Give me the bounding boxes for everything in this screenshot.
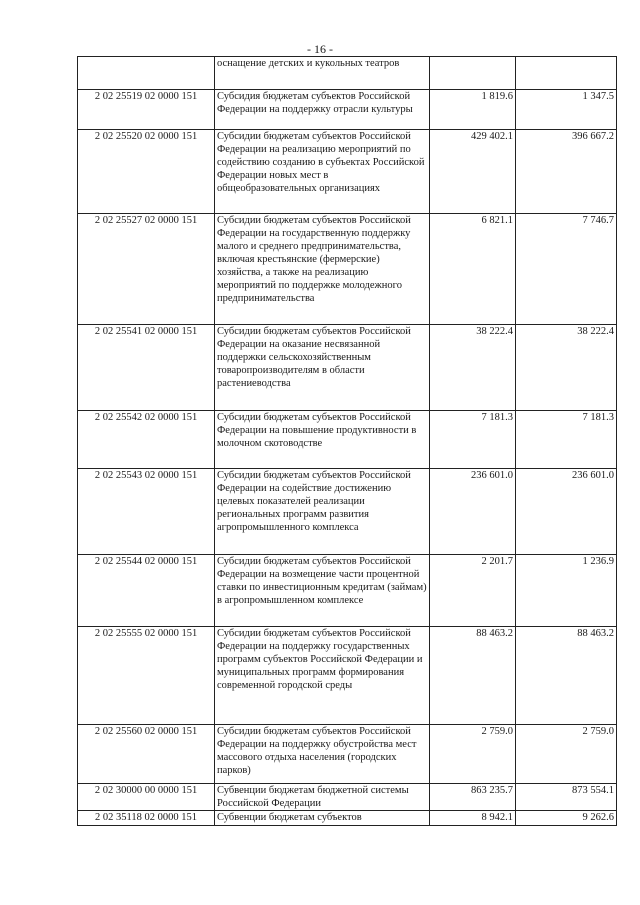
table-row bbox=[78, 130, 617, 214]
budget-code-cell: 2 02 25543 02 0000 151 bbox=[78, 469, 215, 555]
amount-year2-cell: 1 347.5 bbox=[516, 90, 617, 130]
budget-code-cell: 2 02 25519 02 0000 151 bbox=[78, 90, 215, 130]
table-row bbox=[78, 325, 617, 411]
amount-year2-cell: 1 236.9 bbox=[516, 555, 617, 627]
amount-year2-cell bbox=[516, 57, 617, 90]
budget-code-cell: 2 02 30000 00 0000 151 bbox=[78, 784, 215, 811]
item-name-cell: Субсидии бюджетам субъектов Российской Федерации на реализацию мероприятий по содействию созданию в субъектах Российской Федерации новых мест в общеобразовательных организациях bbox=[215, 130, 430, 214]
item-name-cell: Субсидии бюджетам субъектов Российской Федерации на поддержку обустройства мест массового отдыха населения (городских парков) bbox=[215, 725, 430, 784]
amount-year1-cell: 6 821.1 bbox=[430, 214, 516, 325]
budget-code-cell: 2 02 25542 02 0000 151 bbox=[78, 411, 215, 469]
budget-code-cell: 2 02 25541 02 0000 151 bbox=[78, 325, 215, 411]
table-row bbox=[78, 90, 617, 130]
item-name-cell: Субсидии бюджетам субъектов Российской Федерации на поддержку государственных программ субъектов Российской Федерации и муниципальных программ формирования современной городской среды bbox=[215, 627, 430, 725]
amount-year2-cell: 88 463.2 bbox=[516, 627, 617, 725]
table-row bbox=[78, 57, 617, 90]
amount-year1-cell: 38 222.4 bbox=[430, 325, 516, 411]
table-row bbox=[78, 411, 617, 469]
amount-year1-cell: 7 181.3 bbox=[430, 411, 516, 469]
budget-table-body bbox=[78, 57, 617, 826]
table-row bbox=[78, 627, 617, 725]
item-name-cell: оснащение детских и кукольных театров bbox=[215, 57, 430, 90]
table-row bbox=[78, 811, 617, 826]
budget-code-cell: 2 02 25520 02 0000 151 bbox=[78, 130, 215, 214]
table-row bbox=[78, 469, 617, 555]
page-number: - 16 - bbox=[307, 42, 333, 56]
budget-code-cell: 2 02 25555 02 0000 151 bbox=[78, 627, 215, 725]
item-name-cell: Субсидия бюджетам субъектов Российской Федерации на поддержку отрасли культуры bbox=[215, 90, 430, 130]
amount-year2-cell: 9 262.6 bbox=[516, 811, 617, 826]
item-name-cell: Субвенции бюджетам субъектов bbox=[215, 811, 430, 826]
amount-year1-cell: 863 235.7 bbox=[430, 784, 516, 811]
amount-year1-cell: 236 601.0 bbox=[430, 469, 516, 555]
item-name-cell: Субсидии бюджетам субъектов Российской Федерации на возмещение части процентной ставки по инвестиционным кредитам (займам) в агропромышленном комплексе bbox=[215, 555, 430, 627]
table-row bbox=[78, 725, 617, 784]
table-row bbox=[78, 555, 617, 627]
budget-code-cell: 2 02 25560 02 0000 151 bbox=[78, 725, 215, 784]
amount-year1-cell: 2 759.0 bbox=[430, 725, 516, 784]
amount-year1-cell: 2 201.7 bbox=[430, 555, 516, 627]
item-name-cell: Субсидии бюджетам субъектов Российской Федерации на государственную поддержку малого и среднего предпринимательства, включая крестьянские (фермерские) хозяйства, а также на реализацию мероприятий по поддержке молодежного предпринимательства bbox=[215, 214, 430, 325]
item-name-cell: Субсидии бюджетам субъектов Российской Федерации на повышение продуктивности в молочном скотоводстве bbox=[215, 411, 430, 469]
amount-year1-cell: 8 942.1 bbox=[430, 811, 516, 826]
item-name-cell: Субсидии бюджетам субъектов Российской Федерации на оказание несвязанной поддержки сельскохозяйственным товаропроизводителям в области растениеводства bbox=[215, 325, 430, 411]
amount-year1-cell bbox=[430, 57, 516, 90]
amount-year1-cell: 1 819.6 bbox=[430, 90, 516, 130]
amount-year1-cell: 88 463.2 bbox=[430, 627, 516, 725]
amount-year2-cell: 7 746.7 bbox=[516, 214, 617, 325]
item-name-cell: Субвенции бюджетам бюджетной системы Российской Федерации bbox=[215, 784, 430, 811]
amount-year2-cell: 38 222.4 bbox=[516, 325, 617, 411]
budget-code-cell: 2 02 25544 02 0000 151 bbox=[78, 555, 215, 627]
budget-table bbox=[77, 56, 617, 826]
amount-year2-cell: 396 667.2 bbox=[516, 130, 617, 214]
budget-code-cell bbox=[78, 57, 215, 90]
amount-year2-cell: 2 759.0 bbox=[516, 725, 617, 784]
table-row bbox=[78, 784, 617, 811]
budget-code-cell: 2 02 35118 02 0000 151 bbox=[78, 811, 215, 826]
amount-year1-cell: 429 402.1 bbox=[430, 130, 516, 214]
item-name-cell: Субсидии бюджетам субъектов Российской Федерации на содействие достижению целевых показателей реализации региональных программ развития агропромышленного комплекса bbox=[215, 469, 430, 555]
amount-year2-cell: 7 181.3 bbox=[516, 411, 617, 469]
table-row bbox=[78, 214, 617, 325]
amount-year2-cell: 236 601.0 bbox=[516, 469, 617, 555]
budget-code-cell: 2 02 25527 02 0000 151 bbox=[78, 214, 215, 325]
amount-year2-cell: 873 554.1 bbox=[516, 784, 617, 811]
